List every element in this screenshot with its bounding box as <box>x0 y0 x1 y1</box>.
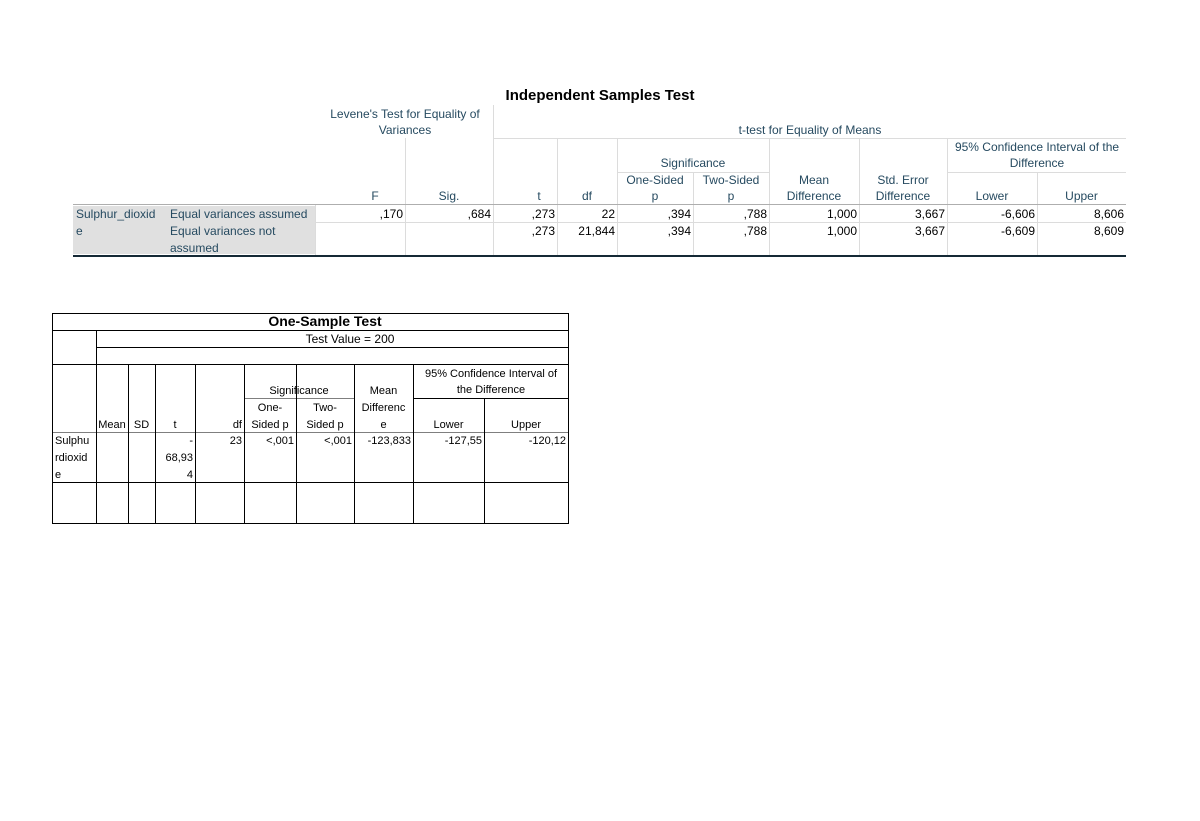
os-t-2: 68,93 <box>165 452 193 464</box>
row2-df: 21,844 <box>578 224 615 238</box>
os-df: 23 <box>229 435 242 447</box>
row1-one-sided: ,394 <box>667 207 691 221</box>
row1-sig: ,684 <box>467 207 491 221</box>
row1-t: ,273 <box>531 207 555 221</box>
independent-test-title: Independent Samples Test <box>505 87 695 104</box>
os-one-p: <,001 <box>266 435 294 447</box>
os-col-sd: SD <box>133 419 150 431</box>
row2-one-sided: ,394 <box>667 224 691 238</box>
os-var-2: rdioxid <box>55 452 88 464</box>
os-differenc: Differenc <box>361 402 406 414</box>
os-one: One- <box>257 402 283 414</box>
os-var-3: e <box>55 469 62 481</box>
os-col-upper: Upper <box>511 419 541 431</box>
os-two-p: <,001 <box>324 435 352 447</box>
os-col-t: t <box>173 419 177 431</box>
os-significance: Significance <box>269 385 329 397</box>
row2-t: ,273 <box>531 224 555 238</box>
two-sided-header: Two-Sided <box>702 173 760 187</box>
os-lower: -127,55 <box>444 435 482 447</box>
row1-label: Equal variances assumed <box>170 207 308 221</box>
row2-std-error: 3,667 <box>914 224 945 238</box>
row2-upper: 8,609 <box>1093 224 1124 238</box>
significance-header: Significance <box>660 156 726 170</box>
os-ci-header-2: the Difference <box>456 384 526 396</box>
variable-label: Sulphur_dioxid <box>76 207 156 221</box>
row1-df: 22 <box>601 207 615 221</box>
os-two: Two- <box>313 402 337 414</box>
col-F: F <box>371 189 379 203</box>
two-sided-p: p <box>727 189 735 203</box>
col-lower: Lower <box>975 189 1009 203</box>
levene-header: Levene's Test for Equality of <box>330 107 480 121</box>
one-sided-p: p <box>651 189 659 203</box>
os-t-3: 4 <box>186 469 193 481</box>
row1-F: ,170 <box>379 207 403 221</box>
col-sig: Sig. <box>438 189 460 203</box>
col-t: t <box>537 189 541 203</box>
os-upper: -120,12 <box>528 435 566 447</box>
col-upper: Upper <box>1065 189 1098 203</box>
row2-two-sided: ,788 <box>743 224 767 238</box>
os-t-1: - <box>189 435 193 447</box>
row2-mean-difference: 1,000 <box>826 224 857 238</box>
os-col-df: df <box>232 419 242 431</box>
os-mean-difference: -123,833 <box>367 435 411 447</box>
row1-mean-difference: 1,000 <box>826 207 857 221</box>
os-mean: Mean <box>369 385 398 397</box>
row1-lower: -6,606 <box>1000 207 1035 221</box>
one-sided-header: One-Sided <box>626 173 684 187</box>
ci-header: 95% Confidence Interval of the <box>954 140 1120 154</box>
row2-label-2: assumed <box>170 241 219 255</box>
levene-header-2: Variances <box>378 123 432 137</box>
os-var-1: Sulphu <box>55 435 90 447</box>
os-col-lower: Lower <box>433 419 464 431</box>
os-one-sided-p: Sided p <box>251 419 289 431</box>
col-df: df <box>581 189 592 203</box>
mean-header: Mean <box>798 173 830 187</box>
os-differenc-e: e <box>380 419 387 431</box>
ttest-header: t-test for Equality of Means <box>738 123 882 137</box>
variable-label-2: e <box>76 224 83 238</box>
row1-upper: 8,606 <box>1093 207 1124 221</box>
os-two-sided-p: Sided p <box>306 419 344 431</box>
row1-two-sided: ,788 <box>743 207 767 221</box>
one-sample-title: One-Sample Test <box>268 313 382 329</box>
ci-header-2: Difference <box>1009 156 1065 170</box>
std-error-header: Std. Error <box>877 173 929 187</box>
mean-difference-header: Difference <box>786 189 842 203</box>
row2-lower: -6,609 <box>1000 224 1035 238</box>
test-value: Test Value = 200 <box>305 332 395 346</box>
row1-std-error: 3,667 <box>914 207 945 221</box>
os-col-mean: Mean <box>98 419 126 431</box>
os-ci-header: 95% Confidence Interval of <box>424 368 558 380</box>
std-error-difference-header: Difference <box>875 189 931 203</box>
row2-label: Equal variances not <box>170 224 276 238</box>
